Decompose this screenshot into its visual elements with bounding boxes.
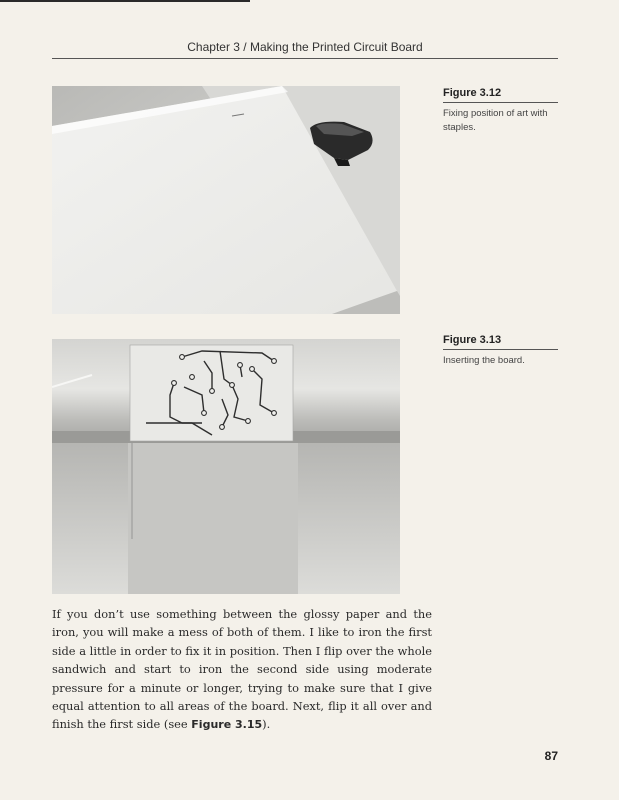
header-rule: [52, 58, 558, 59]
figure-label: Figure 3.12: [443, 87, 558, 103]
body-paragraph: [52, 605, 432, 735]
stapler-photo: [52, 86, 400, 314]
figure-3-12-photo: [52, 86, 400, 314]
figure-caption-text: Fixing position of art with staples.: [443, 108, 548, 133]
figure-reference: Figure 3.15: [191, 718, 263, 732]
figure-caption-text: Inserting the board.: [443, 355, 525, 366]
paragraph-text-end: ).: [262, 717, 271, 732]
figure-3-12-caption: [443, 87, 558, 135]
scan-edge-line: [0, 0, 250, 2]
page-number: 87: [544, 749, 558, 763]
figure-3-13-caption: [443, 334, 558, 368]
laminator-photo: [52, 339, 400, 594]
paragraph-text: If you don’t use something between the glossy paper and the iron, you will make a mess of both of them. I like to iron the first side a little in order to fix it in position. Then I flip over the whole sandwich and start to iron the second side using moderate pressure for a minute or longer, trying to make sure that I give equal attention to all areas of the board. Next, flip it all over and finish the first side (see: [52, 607, 432, 732]
running-head: Chapter 3 / Making the Printed Circuit Board: [187, 40, 423, 54]
figure-3-13-photo: [52, 339, 400, 594]
figure-label: Figure 3.13: [443, 334, 558, 350]
